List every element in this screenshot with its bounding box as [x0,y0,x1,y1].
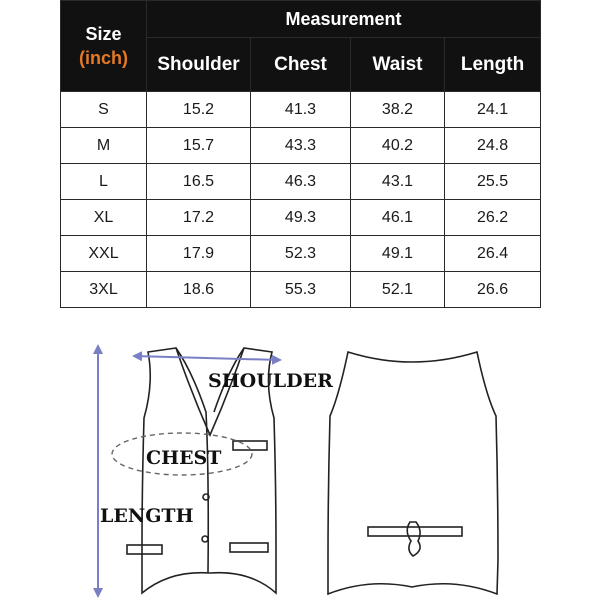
shoulder-cell: 15.2 [147,92,251,128]
length-cell: 26.4 [445,236,541,272]
size-header-label: Size [85,24,122,44]
chest-cell: 55.3 [251,272,351,308]
size-cell: S [61,92,147,128]
table-row [61,200,541,236]
size-cell: XXL [61,236,147,272]
length-cell: 24.8 [445,128,541,164]
length-cell: 24.1 [445,92,541,128]
size-cell: 3XL [61,272,147,308]
table-row [61,164,541,200]
table-row [61,236,541,272]
size-cell: L [61,164,147,200]
length-cell: 25.5 [445,164,541,200]
chest-label: CHEST [146,447,222,469]
chest-cell: 52.3 [251,236,351,272]
shoulder-cell: 17.9 [147,236,251,272]
table-row [61,128,541,164]
chest-cell: 43.3 [251,128,351,164]
size-cell: XL [61,200,147,236]
table-row [61,92,541,128]
length-cell: 26.2 [445,200,541,236]
column-header-length: Length [445,38,541,92]
measurement-header: Measurement [147,1,541,38]
table-row [61,272,541,308]
back-strap [368,527,462,536]
size-cell: M [61,128,147,164]
chest-cell: 49.3 [251,200,351,236]
right-pocket [230,543,268,552]
size-unit-label: (inch) [79,48,128,68]
shoulder-arrow [134,356,280,360]
vest-measurement-diagram [0,330,600,600]
vest-button [202,536,208,542]
column-header-chest: Chest [251,38,351,92]
vest-back-illustration [328,352,498,594]
waist-cell: 49.1 [351,236,445,272]
shoulder-cell: 17.2 [147,200,251,236]
waist-cell: 38.2 [351,92,445,128]
length-cell: 26.6 [445,272,541,308]
chest-cell: 41.3 [251,92,351,128]
shoulder-label: SHOULDER [208,370,333,392]
size-chart-table [60,0,541,308]
shoulder-cell: 18.6 [147,272,251,308]
waist-cell: 43.1 [351,164,445,200]
shoulder-cell: 15.7 [147,128,251,164]
waist-cell: 40.2 [351,128,445,164]
left-pocket [127,545,162,554]
size-header [61,1,147,92]
waist-cell: 46.1 [351,200,445,236]
column-header-shoulder: Shoulder [147,38,251,92]
vest-front-illustration [98,346,333,596]
waist-cell: 52.1 [351,272,445,308]
column-header-waist: Waist [351,38,445,92]
vest-back-outline [328,352,498,594]
chest-cell: 46.3 [251,164,351,200]
length-label: LENGTH [100,505,194,527]
shoulder-cell: 16.5 [147,164,251,200]
